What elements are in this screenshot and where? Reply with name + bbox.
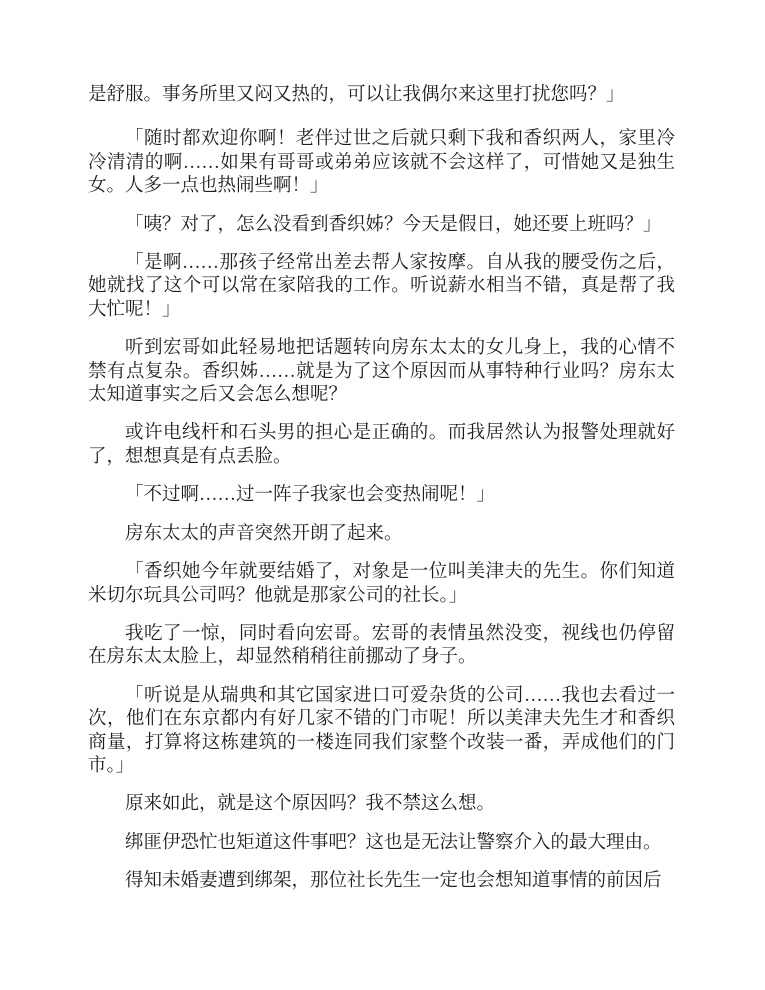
paragraph: 得知未婚妻遭到绑架，那位社长先生一定也会想知道事情的前因后 <box>125 871 662 892</box>
page-text <box>88 84 675 894</box>
paragraph: 「不过啊……过一阵子我家也会变热闹呢！」 <box>125 485 496 506</box>
paragraph: 原来如此，就是这个原因吗？我不禁这么想。 <box>125 794 496 815</box>
paragraph: 或许电线杆和石头男的担心是正确的。而我居然认为报警处理就好了，想想真是有点丢脸。 <box>88 423 675 467</box>
paragraph: 我吃了一惊，同时看向宏哥。宏哥的表情虽然没变，视线也仍停留在房东太太脸上，却显然稍稍往前挪动了身子。 <box>88 623 675 668</box>
paragraph: 「咦？对了，怎么没看到香织姊？今天是假日，她还要上班吗？」 <box>125 214 662 235</box>
paragraph: 绑匪伊恐忙也矩道这件事吧？这也是无法让警察介入的最大理由。 <box>125 832 662 853</box>
paragraph: 房东太太的声音突然开朗了起来。 <box>125 523 403 544</box>
paragraph: 「听说是从瑞典和其它国家进口可爱杂货的公司……我也去看过一次，他们在东京都内有好几家不错的门市呢！所以美津夫先生才和香织商量，打算将这栋建筑的一楼连同我们家整个改装一番，弄成他们的门市。」 <box>88 685 675 776</box>
paragraph-continuation: 是舒服。事务所里又闷又热的，可以让我偶尔来这里打扰您吗？」 <box>88 85 625 105</box>
paragraph: 「是啊……那孩子经常出差去帮人家按摩。自从我的腰受伤之后，她就找了这个可以常在家陪我的工作。听说薪水相当不错，真是帮了我大忙呢！」 <box>88 253 675 320</box>
paragraph: 「香织她今年就要结婚了，对象是一位叫美津夫的先生。你们知道米切尔玩具公司吗？他就是那家公司的社长。」 <box>88 562 675 606</box>
paragraph: 听到宏哥如此轻易地把话题转向房东太太的女儿身上，我的心情不禁有点复杂。香织姊……就是为了这个原因而从事特种行业吗？房东太太知道事实之后又会怎么想呢？ <box>88 338 675 406</box>
paragraph: 「随时都欢迎你啊！老伴过世之后就只剩下我和香织两人，家里冷冷清清的啊……如果有哥哥或弟弟应该就不会这样了，可惜她又是独生女。人多一点也热闹些啊！」 <box>88 129 675 197</box>
